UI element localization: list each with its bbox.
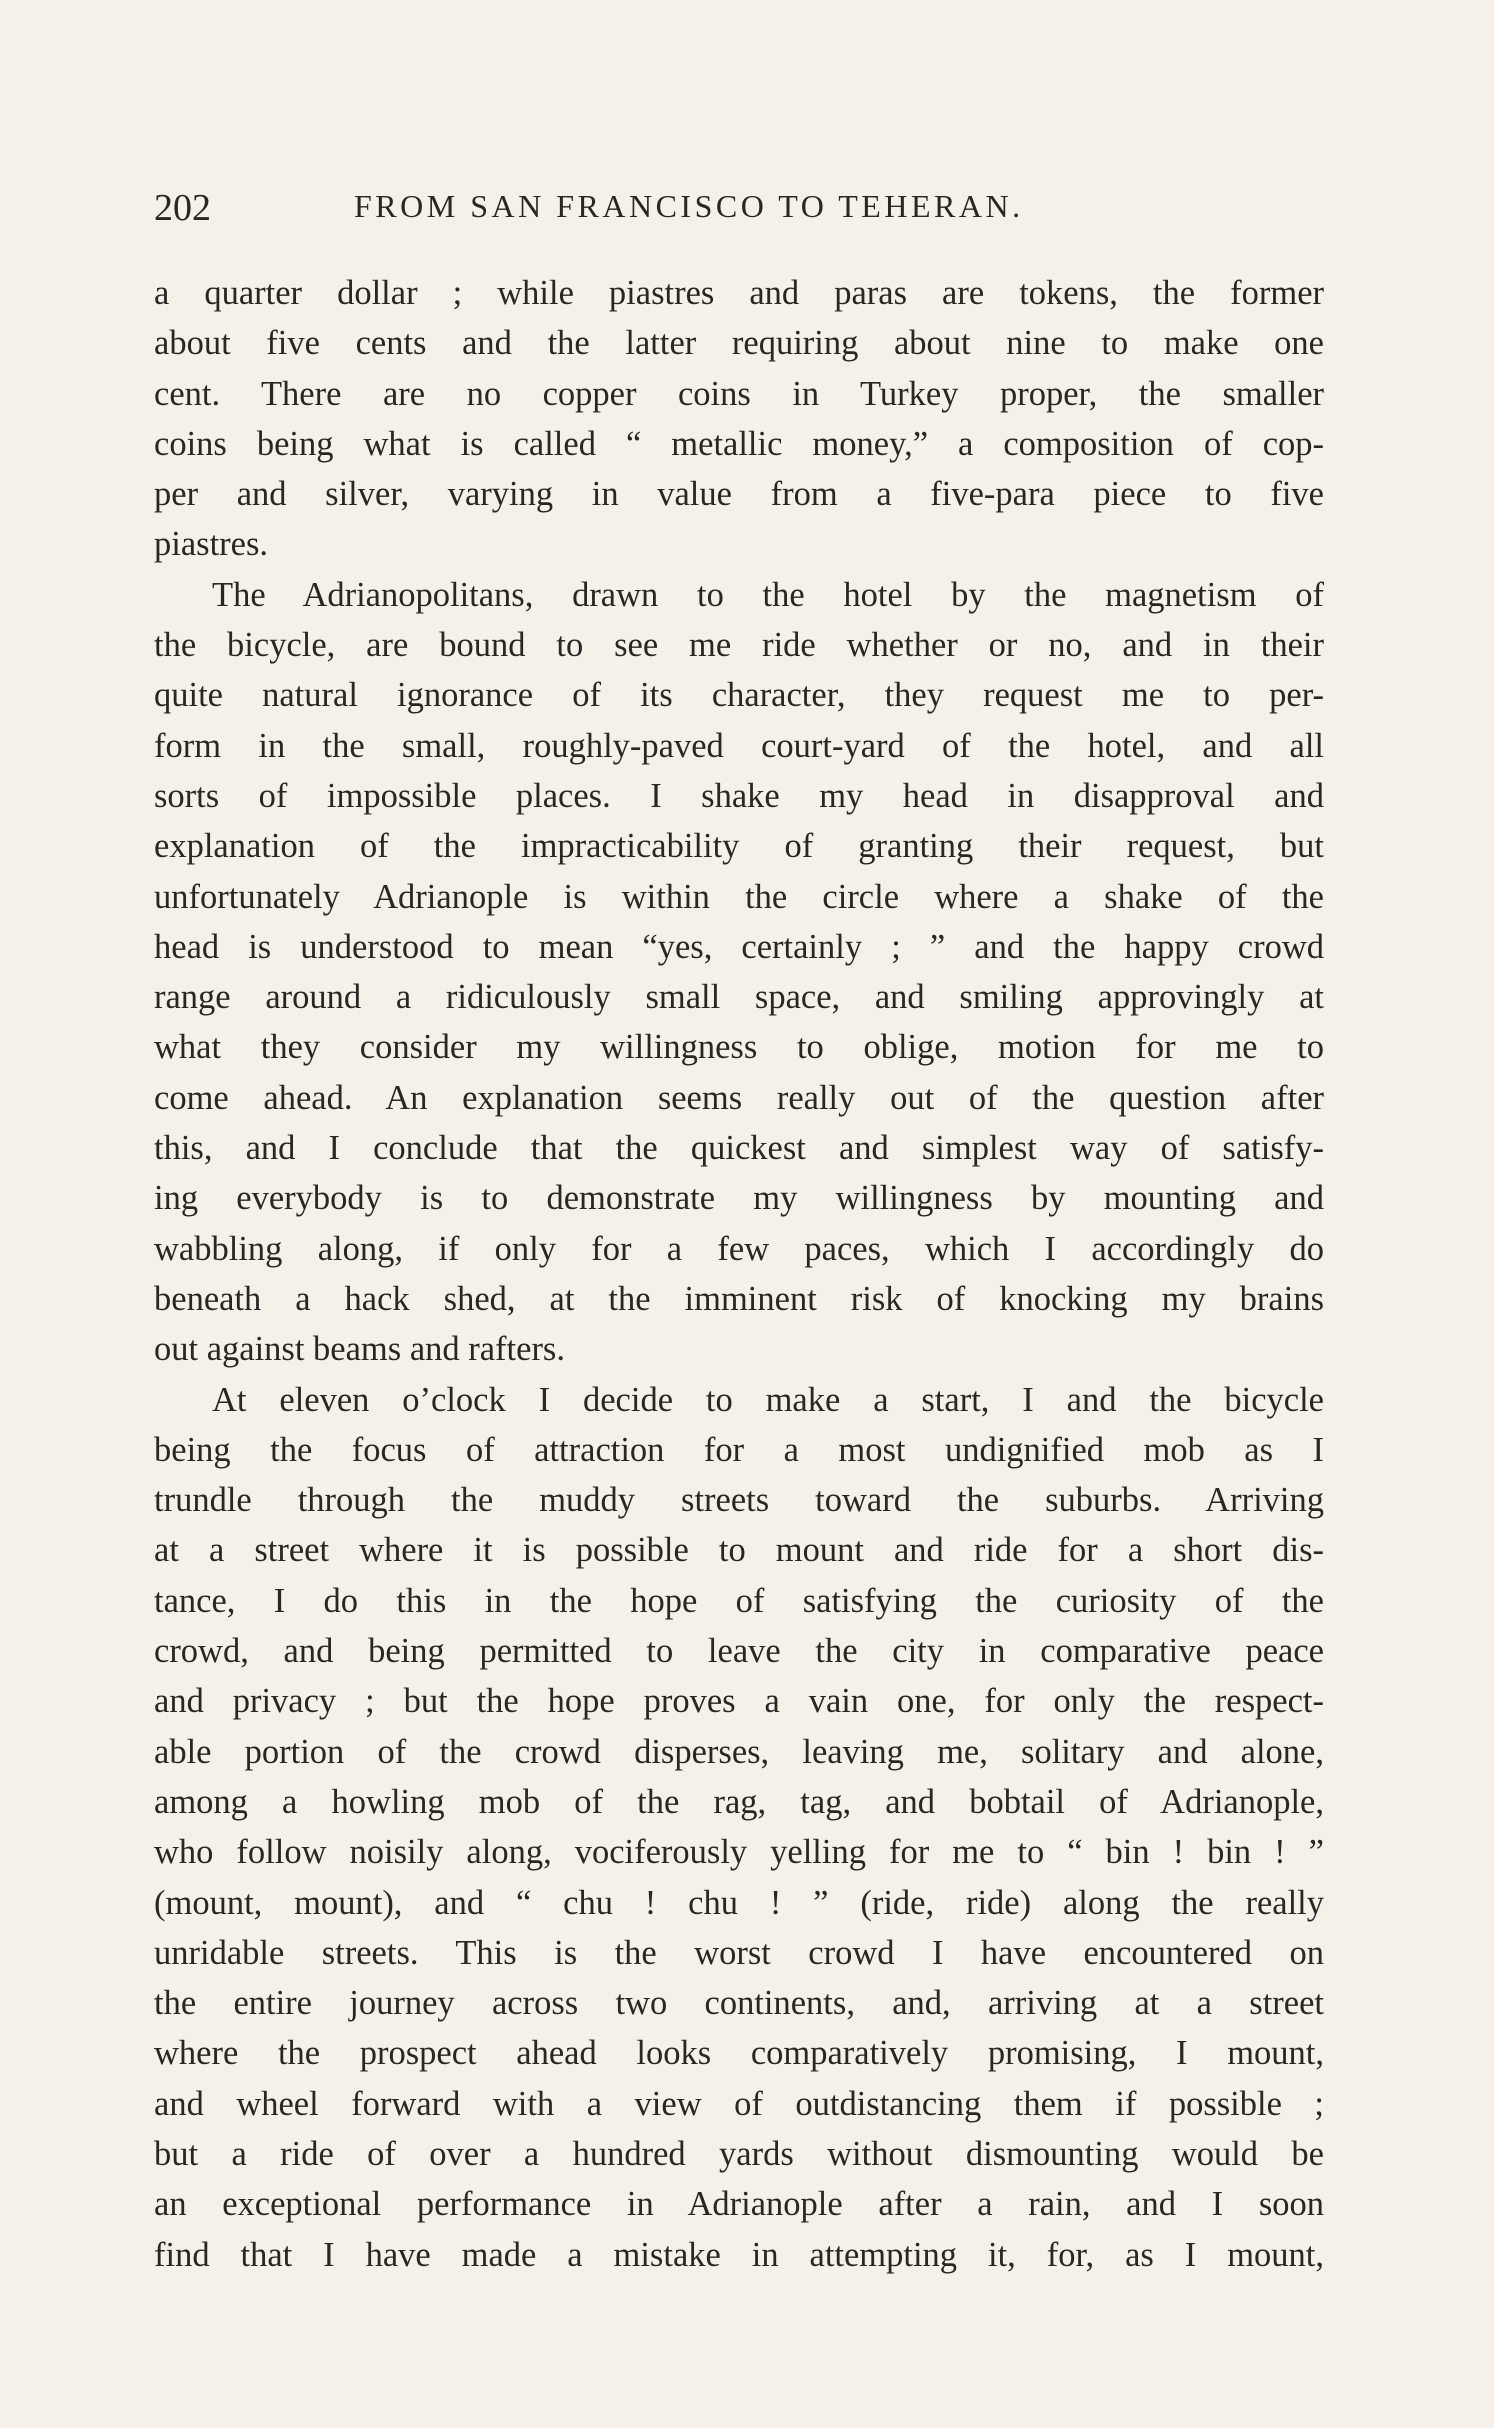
text-line: head is understood to mean “yes, certainly ; ” and the happy crowd bbox=[154, 927, 1324, 966]
paragraph-3 bbox=[154, 1375, 1324, 2280]
text-line: wabbling along, if only for a few paces, which I accordingly do bbox=[154, 1229, 1324, 1268]
text-line: being the focus of attraction for a most undignified mob as I bbox=[154, 1430, 1324, 1469]
text-line: about five cents and the latter requiring about nine to make one bbox=[154, 324, 1324, 363]
text-line: beneath a hack shed, at the imminent risk of knocking my brains bbox=[154, 1279, 1324, 1318]
text-line: coins being what is called “ metallic money,” a composition of cop- bbox=[154, 424, 1324, 463]
text-line: at a street where it is possible to mount and ride for a short dis- bbox=[154, 1531, 1324, 1570]
text-line: form in the small, roughly-paved court-yard of the hotel, and all bbox=[154, 726, 1324, 765]
text-line: At eleven o’clock I decide to make a start, I and the bicycle bbox=[212, 1380, 1324, 1419]
text-line: come ahead. An explanation seems really out of the question after bbox=[154, 1078, 1324, 1117]
running-title: FROM SAN FRANCISCO TO TEHERAN. bbox=[354, 188, 1024, 224]
text-line: and wheel forward with a view of outdistancing them if possible ; bbox=[154, 2084, 1324, 2123]
text-line: ing everybody is to demonstrate my willingness by mounting and bbox=[154, 1179, 1324, 1218]
text-line: find that I have made a mistake in attempting it, for, as I mount, bbox=[154, 2235, 1324, 2274]
text-line: (mount, mount), and “ chu ! chu ! ” (ride, ride) along the really bbox=[154, 1883, 1324, 1922]
body-text bbox=[154, 268, 1324, 2280]
text-line: the bicycle, are bound to see me ride whether or no, and in their bbox=[154, 626, 1324, 665]
text-line: this, and I conclude that the quickest and simplest way of satisfy- bbox=[154, 1129, 1324, 1168]
text-line: unridable streets. This is the worst crowd I have encountered on bbox=[154, 1933, 1324, 1972]
text-line: but a ride of over a hundred yards without dismounting would be bbox=[154, 2134, 1324, 2173]
text-line: quite natural ignorance of its character, they request me to per- bbox=[154, 676, 1324, 715]
text-line: tance, I do this in the hope of satisfying the curiosity of the bbox=[154, 1581, 1324, 1620]
text-line: per and silver, varying in value from a five-para piece to five bbox=[154, 475, 1324, 514]
running-head bbox=[154, 186, 1324, 232]
text-line: cent. There are no copper coins in Turkey proper, the smaller bbox=[154, 374, 1324, 413]
paragraph-1 bbox=[154, 268, 1324, 570]
text-line: unfortunately Adrianople is within the circle where a shake of the bbox=[154, 877, 1324, 916]
text-line: able portion of the crowd disperses, leaving me, solitary and alone, bbox=[154, 1732, 1324, 1771]
text-line: The Adrianopolitans, drawn to the hotel by the magnetism of bbox=[212, 575, 1324, 614]
text-line: range around a ridiculously small space, and smiling approvingly at bbox=[154, 978, 1324, 1017]
text-line: crowd, and being permitted to leave the city in comparative peace bbox=[154, 1632, 1324, 1671]
text-line: an exceptional performance in Adrianople after a rain, and I soon bbox=[154, 2185, 1324, 2224]
text-line: explanation of the impracticability of granting their request, but bbox=[154, 827, 1324, 866]
text-line: the entire journey across two continents, and, arriving at a street bbox=[154, 1984, 1324, 2023]
text-line: who follow noisily along, vociferously yelling for me to “ bin ! bin ! ” bbox=[154, 1833, 1324, 1872]
text-line: what they consider my willingness to oblige, motion for me to bbox=[154, 1028, 1324, 1067]
text-line: trundle through the muddy streets toward the suburbs. Arriving bbox=[154, 1481, 1324, 1520]
paragraph-2 bbox=[154, 570, 1324, 1375]
text-line: where the prospect ahead looks comparatively promising, I mount, bbox=[154, 2034, 1324, 2073]
text-line: piastres. bbox=[154, 525, 269, 564]
text-line: a quarter dollar ; while piastres and paras are tokens, the former bbox=[154, 274, 1324, 312]
page-number: 202 bbox=[154, 187, 211, 229]
text-line: among a howling mob of the rag, tag, and bobtail of Adrianople, bbox=[154, 1782, 1324, 1821]
text-line: out against beams and rafters. bbox=[154, 1330, 565, 1369]
text-line: and privacy ; but the hope proves a vain one, for only the respect- bbox=[154, 1682, 1324, 1721]
text-line: sorts of impossible places. I shake my head in disapproval and bbox=[154, 776, 1324, 815]
